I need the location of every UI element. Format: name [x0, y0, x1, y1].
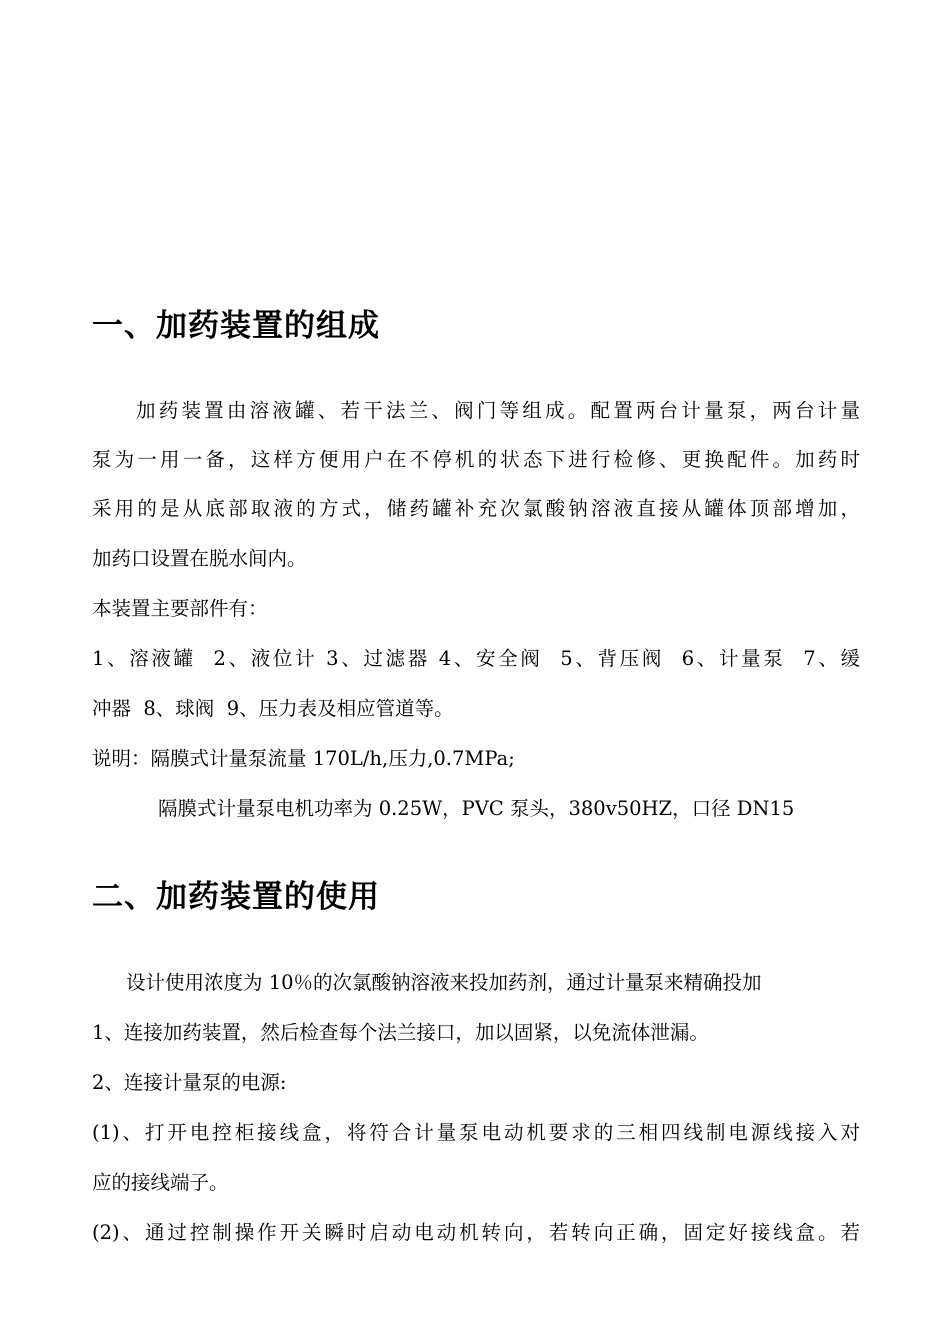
section2-line-2: 1、连接加药装置，然后检查每个法兰接口，加以固紧，以免流体泄漏。 [92, 1021, 709, 1044]
section1-para-line-1: 加药装置由溶液罐、若干法兰、阀门等组成。配置两台计量泵，两台计量 [136, 399, 860, 422]
section1-heading: 一、加药装置的组成 [92, 308, 380, 344]
section2-line-6: (2)、通过控制操作开关瞬时启动电动机转向，若转向正确，固定好接线盒。若 [92, 1221, 860, 1244]
section2-line-4: (1)、打开电控柜接线盒，将符合计量泵电动机要求的三相四线制电源线接入对 [92, 1121, 860, 1144]
section2-heading: 二、加药装置的使用 [92, 879, 380, 915]
section1-para-line-3: 采用的是从底部取液的方式，储药罐补充次氯酸钠溶液直接从罐体顶部增加， [92, 497, 860, 520]
section1-para-line-2: 泵为一用一备，这样方便用户在不停机的状态下进行检修、更换配件。加药时 [92, 448, 860, 471]
section2-line-3: 2、连接计量泵的电源: [92, 1071, 287, 1094]
section1-para-line-4: 加药口设置在脱水间内。 [92, 547, 307, 570]
section2-line-1: 设计使用浓度为 10％的次氯酸钠溶液来投加药剂，通过计量泵来精确投加 [126, 971, 762, 994]
section2-line-5: 应的接线端子。 [92, 1171, 229, 1194]
parts-line-2: 冲器 8、球阀 9、压力表及相应管道等。 [92, 697, 454, 720]
parts-line-1: 1、溶液罐 2、液位计 3、过滤器 4、安全阀 5、背压阀 6、计量泵 7、缓 [92, 647, 860, 670]
note-line-2: 隔膜式计量泵电机功率为 0.25W，PVC 泵头，380v50HZ，口径 DN15 [158, 797, 795, 820]
note-line-1: 说明：隔膜式计量泵流量 170L/h,压力,0.7MPa; [92, 747, 515, 770]
parts-intro: 本装置主要部件有： [92, 597, 268, 620]
